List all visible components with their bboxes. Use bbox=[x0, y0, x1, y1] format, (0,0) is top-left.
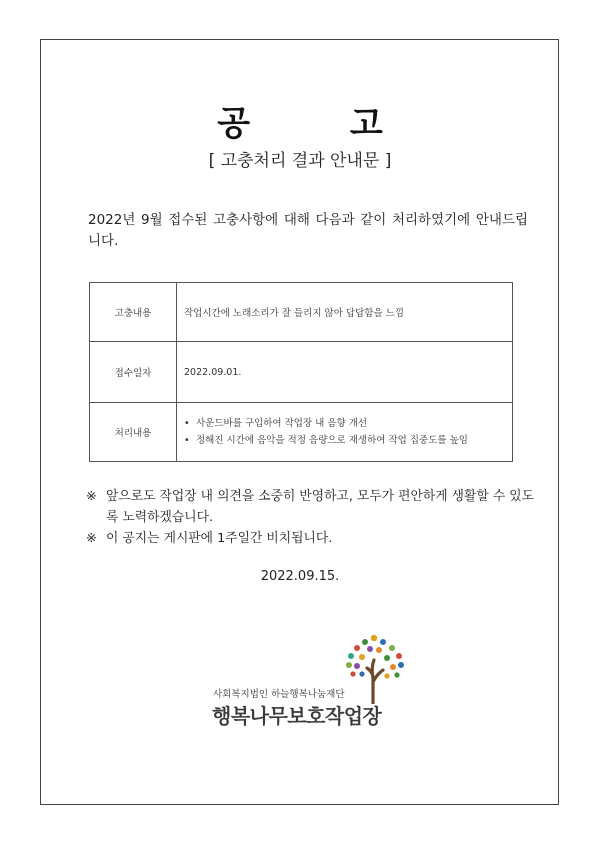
notice-date: 2022.09.15. bbox=[260, 569, 340, 584]
grievance-content-value: 작업시간에 노래소리가 잘 들리지 않아 답답함을 느낌 bbox=[177, 283, 513, 342]
grievance-content-label: 고충내용 bbox=[90, 283, 177, 342]
reference-mark: ※ bbox=[86, 531, 97, 546]
action-taken-value bbox=[177, 403, 513, 462]
note-text: 이 공지는 게시판에 1주일간 비치됩니다. bbox=[106, 531, 333, 546]
grievance-table bbox=[89, 282, 513, 462]
notice-subtitle: [ 고충처리 결과 안내문 ] bbox=[208, 151, 392, 171]
intro-paragraph: 2022년 9월 접수된 고충사항에 대해 다음과 같이 처리하였기에 안내드립니다. bbox=[88, 212, 528, 249]
organization-logo bbox=[205, 632, 415, 727]
logo-workshop-name: 행복나무보호작업장 bbox=[212, 704, 382, 728]
table-row bbox=[90, 403, 513, 462]
tree-icon bbox=[337, 632, 413, 704]
received-date-value: 2022.09.01. bbox=[177, 342, 513, 403]
action-list bbox=[184, 415, 511, 449]
bullet-mark: • bbox=[184, 435, 190, 446]
reference-mark: ※ bbox=[86, 489, 97, 504]
received-date-label: 접수일자 bbox=[90, 342, 177, 403]
action-item-text: 정해진 시간에 음악을 적정 음량으로 재생하여 작업 집중도를 높임 bbox=[196, 435, 468, 446]
notice-title: 공 고 bbox=[217, 104, 427, 144]
table-row bbox=[90, 283, 513, 342]
logo-foundation-name: 사회복지법인 하늘행복나눔재단 bbox=[213, 689, 345, 700]
note-item bbox=[86, 528, 534, 549]
action-item-text: 사운드바를 구입하여 작업장 내 음향 개선 bbox=[196, 418, 368, 429]
list-item bbox=[184, 432, 511, 449]
bullet-mark: • bbox=[184, 418, 190, 429]
note-item bbox=[86, 486, 534, 528]
table-row bbox=[90, 342, 513, 403]
notes-section bbox=[86, 486, 534, 549]
note-text: 앞으로도 작업장 내 의견을 소중히 반영하고, 모두가 편안하게 생활할 수 있도록 노력하겠습니다. bbox=[106, 489, 534, 525]
list-item bbox=[184, 415, 511, 432]
action-taken-label: 처리내용 bbox=[90, 403, 177, 462]
